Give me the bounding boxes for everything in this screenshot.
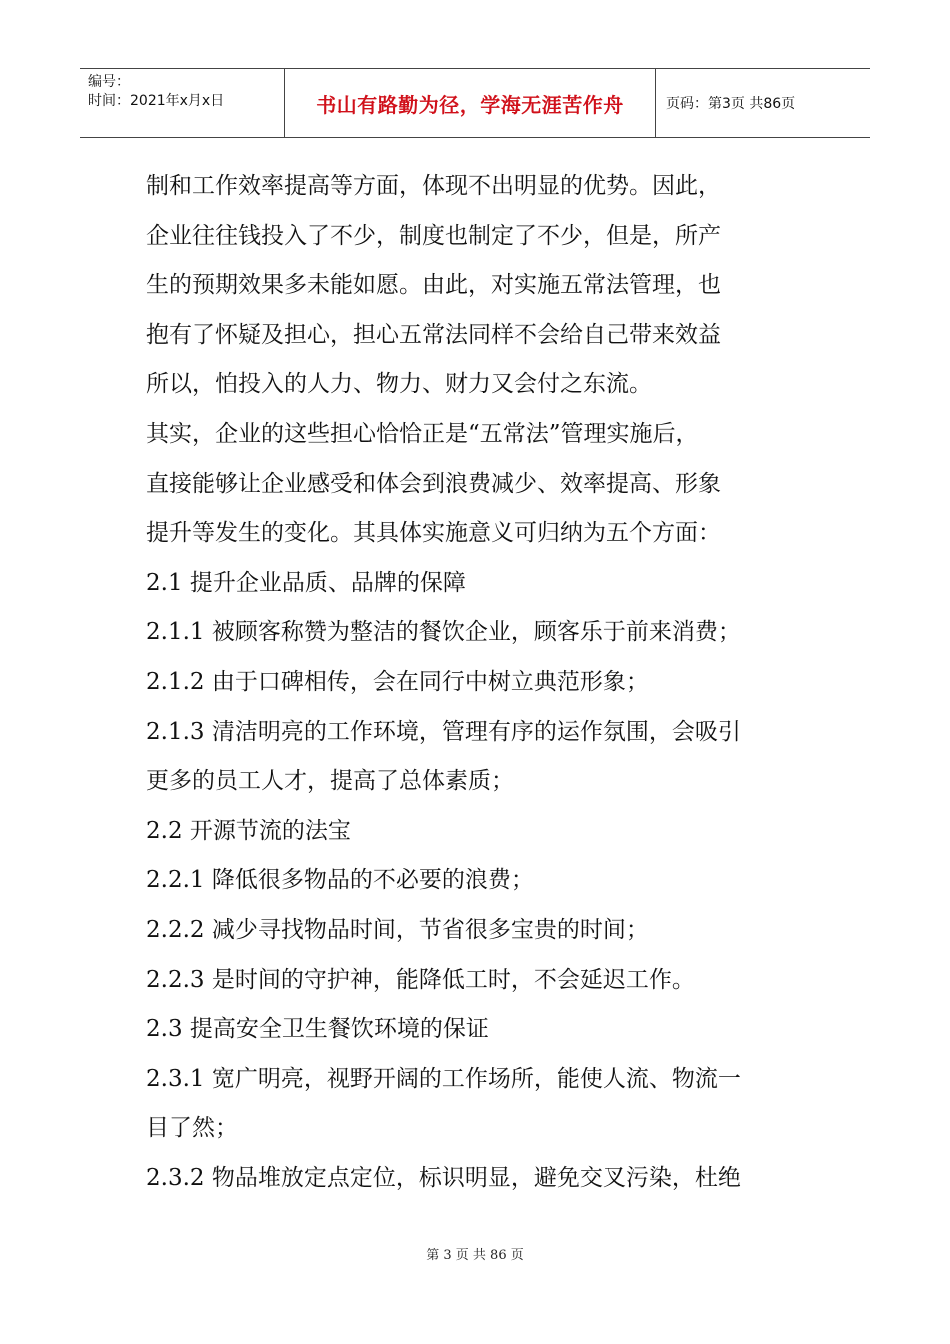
body-text-line: 抱有了怀疑及担心，担心五常法同样不会给自己带来效益 <box>146 321 721 348</box>
header-meta <box>80 69 284 137</box>
body-text-line: 企业往往钱投入了不少，制度也制定了不少，但是，所产 <box>146 222 721 249</box>
document-date-label: 时间：2021年x月x日 <box>88 93 225 109</box>
page-footer: 第 3 页 共 86 页 <box>426 1248 524 1263</box>
body-text-line: 2.2.3 是时间的守护神，能降低工时，不会延迟工作。 <box>146 966 695 993</box>
body-text-line: 2.1.1 被顾客称赞为整洁的餐饮企业，顾客乐于前来消费； <box>146 619 741 646</box>
body-text-line: 2.3.2 物品堆放定点定位，标识明显，避免交叉污染，杜绝 <box>146 1164 741 1191</box>
body-text-line: 其实，企业的这些担心恰恰正是“五常法”管理实施后， <box>146 420 699 447</box>
body-text-line: 2.2.2 减少寻找物品时间，节省很多宝贵的时间； <box>146 916 649 943</box>
body-text-line: 2.3.1 宽广明亮，视野开阔的工作场所，能使人流、物流一 <box>146 1065 741 1092</box>
body-text-line: 2.3 提高安全卫生餐饮环境的保证 <box>146 1016 489 1043</box>
body-text-line: 2.1 提升企业品质、品牌的保障 <box>146 569 466 596</box>
document-number-label: 编号： <box>88 74 130 90</box>
header-motto: 书山有路勤为径，学海无涯苦作舟 <box>284 69 656 137</box>
body-text-line: 提升等发生的变化。其具体实施意义可归纳为五个方面： <box>146 520 721 547</box>
body-text-line: 生的预期效果多未能如愿。由此，对实施五常法管理，也 <box>146 272 721 299</box>
header-page-info: 页码：第3页 共86页 <box>666 96 796 112</box>
page-header <box>80 68 870 138</box>
body-text-line: 2.2 开源节流的法宝 <box>146 817 351 844</box>
body-text-line: 2.2.1 降低很多物品的不必要的浪费； <box>146 867 534 894</box>
body-text-line: 2.1.3 清洁明亮的工作环境，管理有序的运作氛围，会吸引 <box>146 718 741 745</box>
body-text-line: 直接能够让企业感受和体会到浪费减少、效率提高、形象 <box>146 470 721 497</box>
body-text-line: 2.1.2 由于口碑相传，会在同行中树立典范形象； <box>146 668 649 695</box>
body-text-line: 更多的员工人才，提高了总体素质； <box>146 768 514 795</box>
body-text-line: 所以，怕投入的人力、物力、财力又会付之东流。 <box>146 371 652 398</box>
document-body <box>146 162 816 1203</box>
body-text-line: 目了然； <box>146 1115 238 1142</box>
body-text-line: 制和工作效率提高等方面，体现不出明显的优势。因此， <box>146 173 721 199</box>
